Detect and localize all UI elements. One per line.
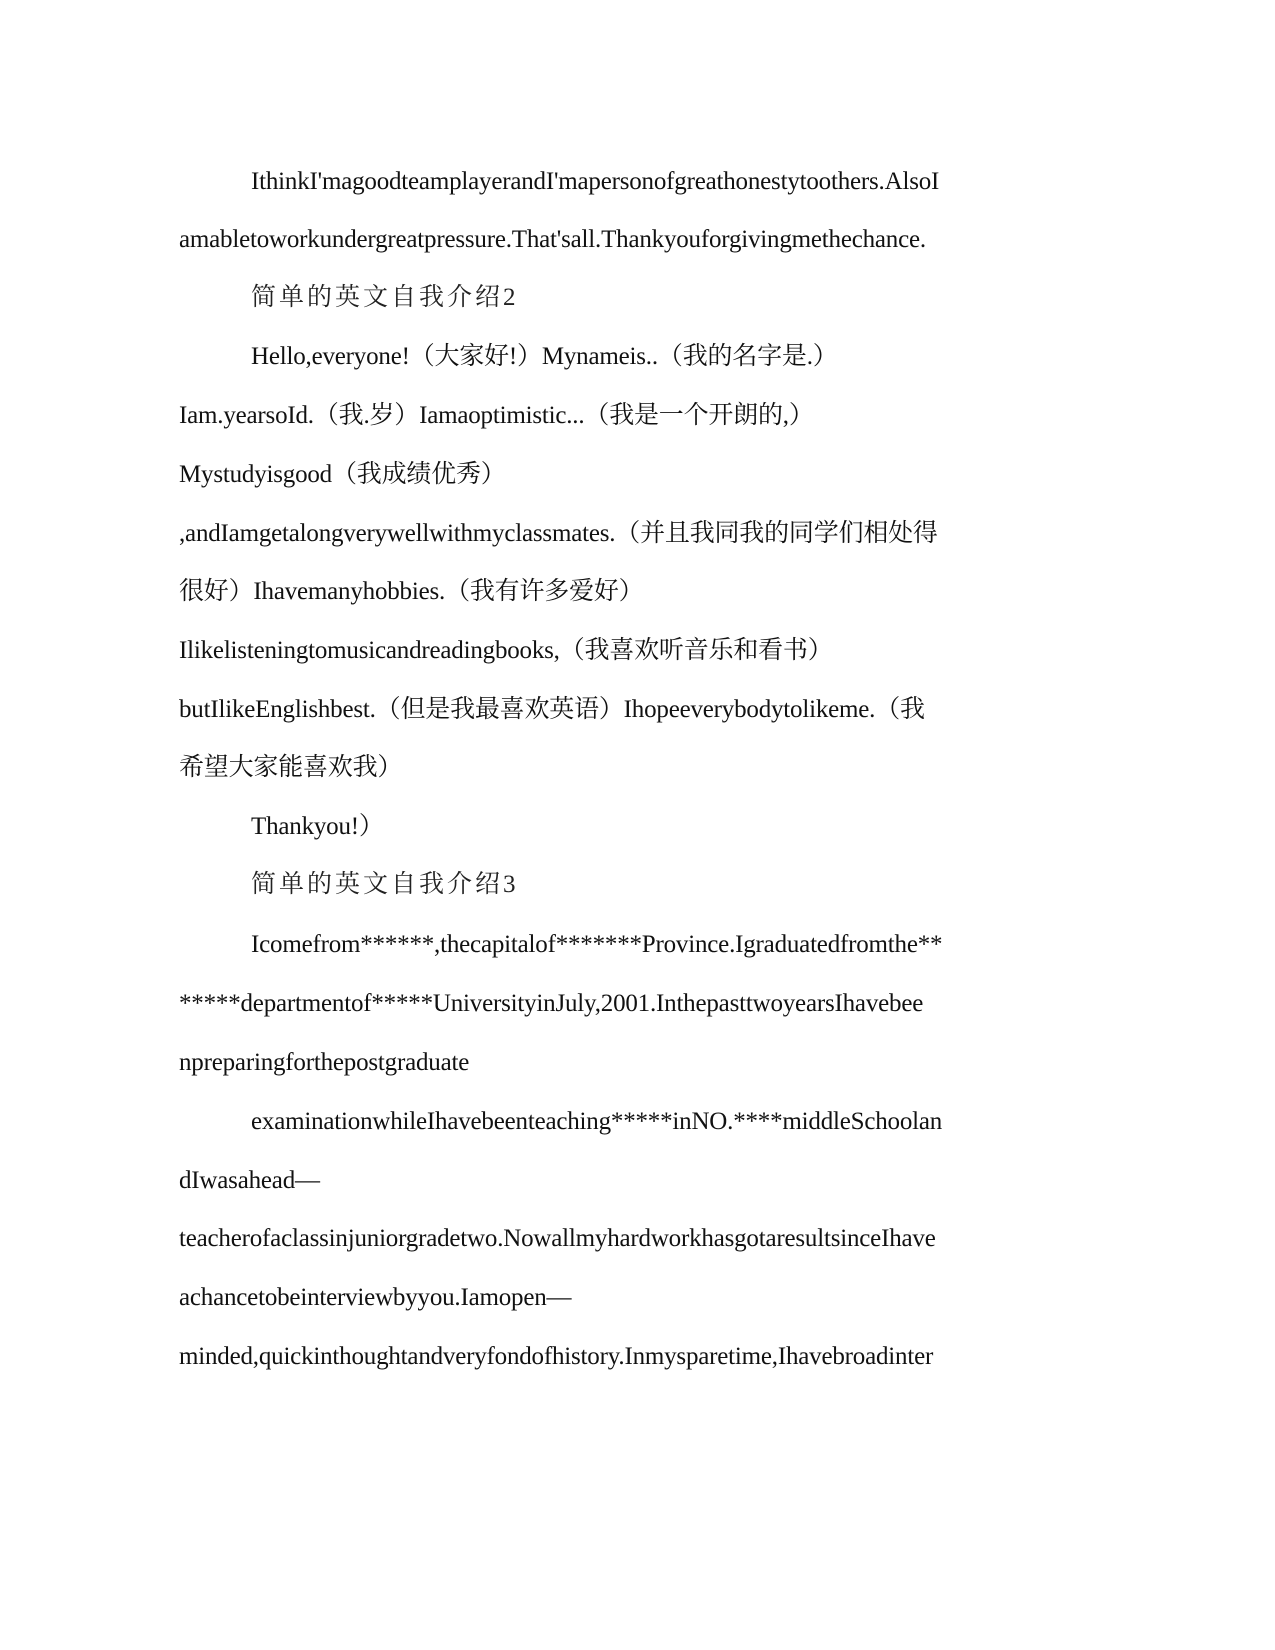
text-line: Ilikelisteningtomusicandreadingbooks,（我喜欢听音乐和看书） [179,637,833,664]
text-line: amabletoworkundergreatpressure.That'sall.Thankyouforgivingmethechance. [179,226,926,253]
text-line: 很好）Ihavemanyhobbies.（我有许多爱好） [179,578,644,605]
text-line: dIwasahead— [179,1167,320,1194]
text-line: minded,quickinthoughtandveryfondofhistory.Inmysparetime,Ihavebroadinter [179,1343,934,1370]
text-line: Icomefrom******,thecapitalof*******Province.Igraduatedfromthe** [251,931,943,958]
text-line: Thankyou!） [251,813,384,840]
section-heading: 简单的英文自我介绍2 [251,284,519,311]
text-line: *****departmentof*****UniversityinJuly,2001.InthepasttwoyearsIhavebee [179,990,924,1017]
section-heading: 简单的英文自我介绍3 [251,871,519,898]
text-line: Hello,everyone!（大家好!）Mynameis..（我的名字是.） [251,343,838,370]
text-line: butIlikeEnglishbest.（但是我最喜欢英语）Ihopeeverybodytolikeme.（我 [179,696,925,723]
text-line: Mystudyisgood（我成绩优秀） [179,461,506,488]
text-line: IthinkI'magoodteamplayerandI'mapersonofgreathonestytoothers.AlsoI [251,168,940,195]
text-line: 希望大家能喜欢我） [179,754,403,781]
text-line: examinationwhileIhavebeenteaching*****inNO.****middleSchoolan [251,1108,943,1135]
text-line: achancetobeinterviewbyyou.Iamopen— [179,1284,572,1311]
text-line: Iam.yearsoId.（我.岁）Iamaoptimistic...（我是一个开朗的,） [179,402,814,429]
text-line: ,andIamgetalongverywellwithmyclassmates.（并且我同我的同学们相处得 [179,520,938,547]
text-line: npreparingforthepostgraduate [179,1049,470,1076]
text-line: teacherofaclassinjuniorgradetwo.NowallmyhardworkhasgotaresultsinceIhave [179,1225,936,1252]
